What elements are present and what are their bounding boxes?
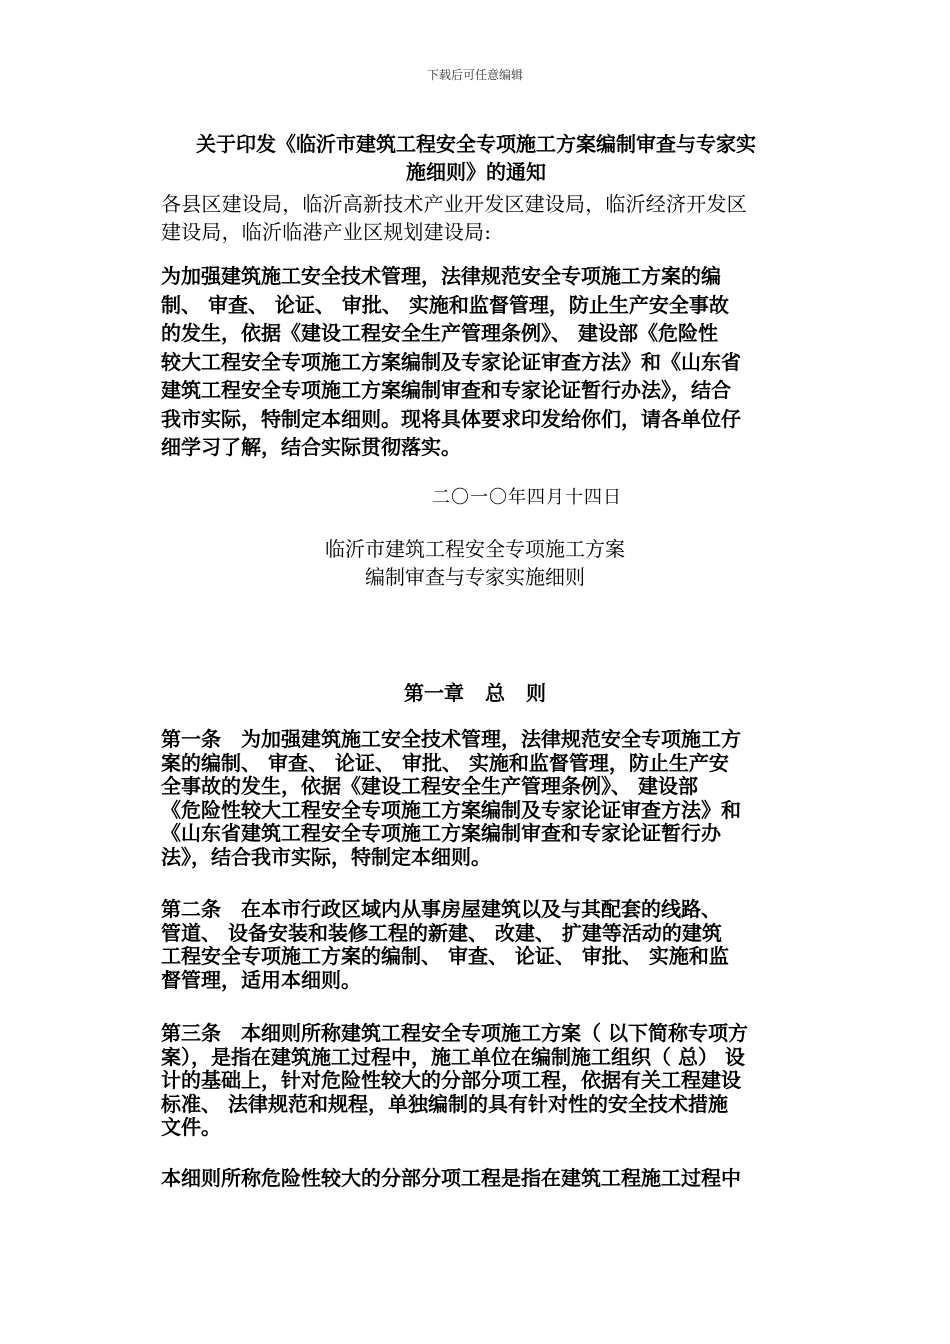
header-note: 下载后可任意编辑 (426, 68, 523, 82)
article-line: 第二条 在本市行政区域内从事房屋建筑以及与其配套的线路、 (161, 897, 721, 921)
chapter-heading: 第一章 总 则 (404, 681, 546, 705)
article-2 (161, 898, 791, 992)
article-1 (161, 728, 791, 869)
notice-body-line: 制、 审查、 论证、 审批、 实施和监督管理，防止生产安全事故 (161, 292, 729, 317)
rules-title-line: 编制审查与专家实施细则 (365, 565, 585, 589)
notice-body (161, 262, 791, 462)
article-line: 第一条 为加强建筑施工安全技术管理，法律规范安全专项施工方 (161, 727, 741, 751)
article-line: 标准、 法律规范和规程，单独编制的具有针对性的安全技术措施 (161, 1091, 728, 1116)
notice-addressee (161, 190, 791, 246)
article-line: 管道、 设备安装和装修工程的新建、 改建、 扩建等活动的建筑 (161, 920, 722, 945)
article-line: 计的基础上，针对危险性较大的分部分项工程，依据有关工程建设 (161, 1068, 741, 1092)
notice-body-line: 为加强建筑施工安全技术管理，法律规范安全专项施工方案的编 (161, 264, 721, 288)
article-line: 《山东省建筑工程安全专项施工方案编制审查和专家论证暂行办 (161, 821, 721, 845)
article-line: 督管理，适用本细则。 (161, 967, 361, 992)
notice-body-line: 的发生，依据《建设工程安全生产管理条例》、 建设部《危险性 (161, 321, 718, 345)
article-3 (161, 1022, 791, 1140)
article-line: 《危险性较大工程安全专项施工方案编制及专家论证审查方法》和 (161, 797, 741, 822)
rules-title-line: 临沂市建筑工程安全专项施工方案 (325, 537, 625, 561)
notice-body-line: 建筑工程安全专项施工方案编制审查和专家论证暂行办法》，结合 (161, 378, 731, 402)
article-line: 第三条 本细则所称建筑工程安全专项施工方案（ 以下简称专项方 (161, 1021, 748, 1045)
addressee-line: 各县区建设局，临沂高新技术产业开发区建设局，临沂经济开发区 (161, 192, 747, 216)
addressee-line: 建设局，临沂临港产业区规划建设局: (161, 220, 492, 244)
notice-body-line: 细学习了解，结合实际贯彻落实。 (161, 435, 461, 459)
notice-title-line: 施细则》的通知 (406, 160, 546, 184)
notice-body-line: 我市实际，特制定本细则。现将具体要求印发给你们，请各单位仔 (161, 406, 741, 431)
article-line: 全事故的发生，依据《建设工程安全生产管理条例》、 建设部 (161, 774, 698, 798)
article-line: 案的编制、 审查、 论证、 审批、 实施和监督管理，防止生产安 (161, 750, 729, 775)
notice-title (161, 130, 791, 186)
article-line: 本细则所称危险性较大的分部分项工程是指在建筑工程施工过程中 (161, 1166, 741, 1190)
notice-date: 二〇一〇年四月十四日 (432, 487, 622, 508)
article-line: 文件。 (161, 1115, 221, 1139)
notice-body-line: 较大工程安全专项施工方案编制及专家论证审查方法》和《山东省 (161, 349, 741, 374)
article-line: 法》，结合我市实际，特制定本细则。 (161, 844, 491, 869)
notice-title-line: 关于印发《临沂市建筑工程安全专项施工方案编制审查与专家实 (196, 132, 756, 156)
article-line: 案），是指在建筑施工过程中，施工单位在编制施工组织（ 总） 设 (161, 1044, 745, 1069)
article-3-continued (161, 1167, 791, 1191)
article-line: 工程安全专项施工方案的编制、 审查、 论证、 审批、 实施和监 (161, 944, 729, 968)
rules-title (0, 535, 950, 591)
